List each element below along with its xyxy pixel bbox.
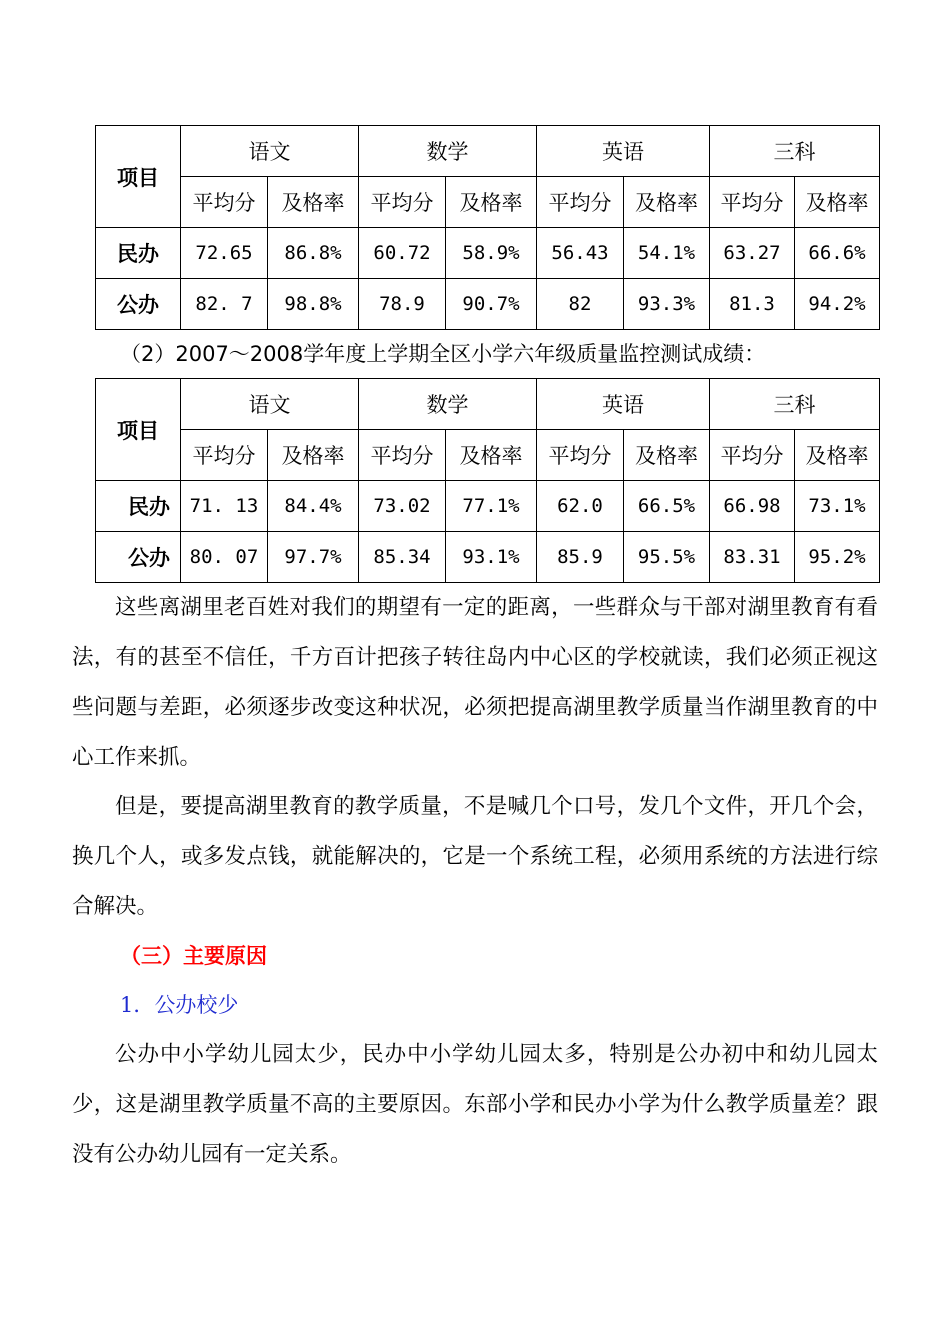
table-cell: 85.34 <box>359 532 446 583</box>
table-cell: 80. 07 <box>181 532 268 583</box>
table-cell: 81.3 <box>710 279 795 330</box>
row-label: 民办 <box>96 481 181 532</box>
score-table-2 <box>95 378 880 583</box>
subject-header: 三科 <box>710 379 880 430</box>
subject-header: 英语 <box>537 379 710 430</box>
table-cell: 95.2% <box>795 532 880 583</box>
table-cell: 77.1% <box>446 481 537 532</box>
subject-header: 数学 <box>359 126 537 177</box>
score-table-1 <box>95 125 880 330</box>
table-cell: 73.02 <box>359 481 446 532</box>
table-cell: 78.9 <box>359 279 446 330</box>
subheader-pass-rate: 及格率 <box>446 177 537 228</box>
subheader-average: 平均分 <box>359 177 446 228</box>
table-cell: 98.8% <box>268 279 359 330</box>
table-row <box>96 532 880 583</box>
subheader-pass-rate: 及格率 <box>624 430 710 481</box>
section-heading: （三）主要原因 <box>120 944 267 968</box>
table-cell: 62.0 <box>537 481 624 532</box>
subject-header: 语文 <box>181 126 359 177</box>
table-corner: 项目 <box>96 379 181 481</box>
subheader-pass-rate: 及格率 <box>268 177 359 228</box>
subheader-pass-rate: 及格率 <box>795 177 880 228</box>
subheader-pass-rate: 及格率 <box>624 177 710 228</box>
row-label: 民办 <box>96 228 181 279</box>
body-paragraph-2: 但是，要提高湖里教育的教学质量，不是喊几个口号，发几个文件，开几个会，换几个人，或多发点钱，就能解决的，它是一个系统工程，必须用系统的方法进行综合解决。 <box>72 794 878 919</box>
table-cell: 63.27 <box>710 228 795 279</box>
subheader-average: 平均分 <box>537 177 624 228</box>
table-cell: 93.1% <box>446 532 537 583</box>
table-cell: 97.7% <box>268 532 359 583</box>
subheader-pass-rate: 及格率 <box>795 430 880 481</box>
subheader-average: 平均分 <box>181 177 268 228</box>
subheader-average: 平均分 <box>710 177 795 228</box>
subheader-pass-rate: 及格率 <box>446 430 537 481</box>
subheader-average: 平均分 <box>710 430 795 481</box>
table-cell: 83.31 <box>710 532 795 583</box>
row-label: 公办 <box>96 279 181 330</box>
table-cell: 66.98 <box>710 481 795 532</box>
table-cell: 54.1% <box>624 228 710 279</box>
table-cell: 56.43 <box>537 228 624 279</box>
table-row <box>96 228 880 279</box>
table-2-caption: （2）2007～2008学年度上学期全区小学六年级质量监控测试成绩： <box>120 342 766 366</box>
subject-header: 英语 <box>537 126 710 177</box>
table-row <box>96 279 880 330</box>
table-cell: 66.6% <box>795 228 880 279</box>
row-label: 公办 <box>96 532 181 583</box>
subheader-average: 平均分 <box>181 430 268 481</box>
table-cell: 72.65 <box>181 228 268 279</box>
subheader-average: 平均分 <box>537 430 624 481</box>
subheader-pass-rate: 及格率 <box>268 430 359 481</box>
table-cell: 86.8% <box>268 228 359 279</box>
table-cell: 95.5% <box>624 532 710 583</box>
table-cell: 60.72 <box>359 228 446 279</box>
table-cell: 82. 7 <box>181 279 268 330</box>
table-cell: 94.2% <box>795 279 880 330</box>
table-cell: 85.9 <box>537 532 624 583</box>
table-row <box>96 481 880 532</box>
subject-header: 语文 <box>181 379 359 430</box>
subject-header: 三科 <box>710 126 880 177</box>
body-paragraph-3: 公办中小学幼儿园太少，民办中小学幼儿园太多，特别是公办初中和幼儿园太少，这是湖里教学质量不高的主要原因。东部小学和民办小学为什么教学质量差？跟没有公办幼儿园有一定关系。 <box>72 1042 878 1167</box>
table-cell: 82 <box>537 279 624 330</box>
subheader-average: 平均分 <box>359 430 446 481</box>
sub-heading: 1．公办校少 <box>120 993 239 1017</box>
subject-header: 数学 <box>359 379 537 430</box>
body-paragraph-1: 这些离湖里老百姓对我们的期望有一定的距离，一些群众与干部对湖里教育有看法，有的甚至不信任，千方百计把孩子转往岛内中心区的学校就读，我们必须正视这些问题与差距，必须逐步改变这种状况，必须把提高湖里教学质量当作湖里教育的中心工作来抓。 <box>72 595 878 770</box>
table-cell: 58.9% <box>446 228 537 279</box>
table-corner: 项目 <box>96 126 181 228</box>
table-cell: 71. 13 <box>181 481 268 532</box>
table-cell: 73.1% <box>795 481 880 532</box>
table-cell: 84.4% <box>268 481 359 532</box>
table-cell: 93.3% <box>624 279 710 330</box>
table-cell: 90.7% <box>446 279 537 330</box>
table-cell: 66.5% <box>624 481 710 532</box>
